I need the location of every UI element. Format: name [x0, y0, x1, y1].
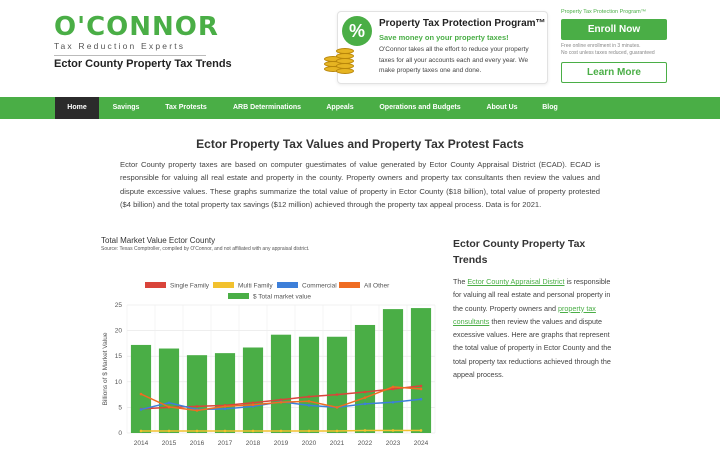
series-point — [280, 401, 283, 404]
series-point — [420, 388, 423, 391]
sidebar-heading: Ector County Property Tax Trends — [453, 238, 586, 266]
nav-about-us[interactable]: About Us — [486, 104, 518, 111]
series-point — [420, 385, 423, 388]
enroll-panel — [561, 9, 667, 83]
nav-arb-determinations[interactable]: ARB Determinations — [232, 104, 302, 111]
x-tick-label: 2020 — [301, 440, 317, 447]
legend-swatch — [277, 282, 298, 288]
legend-label: $ Total market value — [253, 293, 312, 301]
series-point — [364, 396, 367, 399]
percent-badge-icon: % — [342, 16, 372, 46]
series-point — [280, 430, 283, 433]
sidebar-body — [453, 275, 613, 381]
series-point — [392, 386, 395, 389]
nav-home[interactable]: Home — [55, 97, 99, 119]
x-tick-label: 2024 — [413, 440, 429, 447]
series-point — [392, 401, 395, 404]
series-point — [308, 430, 311, 433]
chart-source: Source: Texas Comptroller, compiled by O'Connor, and not affiliated with any appraisal district. — [101, 246, 310, 252]
page-title: Ector Property Tax Values and Property Tax Protest Facts — [196, 137, 524, 151]
y-tick-label: 5 — [118, 404, 122, 412]
bar — [159, 349, 179, 433]
nav-tax-protests[interactable]: Tax Protests — [165, 104, 207, 111]
bar — [215, 353, 235, 433]
series-point — [224, 405, 227, 408]
y-axis-label: Billions of $ Market Value — [102, 332, 109, 406]
bar — [271, 335, 291, 433]
coins-icon — [322, 40, 362, 80]
legend-label: All Other — [364, 282, 390, 290]
x-tick-label: 2019 — [273, 440, 289, 447]
x-tick-label: 2021 — [329, 440, 345, 447]
series-point — [196, 405, 199, 408]
logo-tagline: Tax Reduction Experts — [54, 41, 206, 56]
series-point — [196, 409, 199, 412]
bar — [355, 325, 375, 433]
series-point — [252, 430, 255, 433]
series-point — [336, 430, 339, 433]
series-point — [168, 406, 171, 409]
enroll-note — [561, 43, 667, 57]
promo-card — [337, 11, 548, 84]
series-point — [392, 429, 395, 432]
logo-wordmark: O'CONNOR — [54, 12, 219, 42]
chart-title: Total Market Value Ector County — [101, 236, 216, 245]
series-point — [308, 404, 311, 407]
bar — [327, 337, 347, 433]
consultants-link[interactable]: property tax consultants — [453, 303, 596, 326]
legend-swatch — [213, 282, 234, 288]
promo-subtitle: Save money on your property taxes! — [379, 33, 509, 42]
nav-appeals[interactable]: Appeals — [326, 104, 354, 111]
enroll-note-line-2: No cost unless taxes reduced, guaranteed — [561, 50, 655, 56]
y-tick-label: 10 — [114, 378, 122, 386]
bar — [411, 308, 431, 433]
series-point — [420, 398, 423, 401]
bar — [243, 347, 263, 433]
x-tick-label: 2015 — [161, 440, 177, 447]
series-point — [252, 404, 255, 407]
x-tick-label: 2016 — [189, 440, 205, 447]
main-nav — [0, 97, 720, 119]
bar — [131, 345, 151, 433]
nav-blog[interactable]: Blog — [542, 104, 558, 111]
site-title: Ector County Property Tax Trends — [54, 58, 232, 70]
series-point — [224, 430, 227, 433]
x-tick-label: 2022 — [357, 440, 373, 447]
y-tick-label: 25 — [114, 302, 122, 309]
y-tick-label: 0 — [118, 430, 122, 437]
series-point — [364, 403, 367, 406]
series-point — [308, 400, 311, 403]
series-point — [364, 429, 367, 432]
bar — [383, 309, 403, 433]
series-point — [364, 391, 367, 394]
enroll-now-button[interactable]: Enroll Now — [561, 19, 667, 40]
enroll-heading: Property Tax Protection Program™ — [561, 9, 647, 15]
bar — [299, 337, 319, 433]
nav-operations-budgets[interactable]: Operations and Budgets — [379, 104, 461, 111]
x-tick-label: 2017 — [217, 440, 233, 447]
series-point — [140, 393, 143, 396]
legend-swatch — [339, 282, 360, 288]
legend-label: Commercial — [302, 282, 337, 290]
series-point — [224, 408, 227, 411]
learn-more-button[interactable]: Learn More — [561, 62, 667, 83]
sidebar-text-3: then review the values and dispute excessive values. Here are graphs that represent the total value of property in Ector County and the total property tax reductions achieved through the appeal process. — [453, 316, 612, 380]
series-point — [336, 406, 339, 409]
series-point — [420, 429, 423, 432]
oconnor-logo[interactable] — [54, 12, 219, 56]
bar — [187, 355, 207, 433]
x-tick-label: 2018 — [245, 440, 261, 447]
site-header — [0, 0, 720, 97]
series-point — [196, 430, 199, 433]
y-tick-label: 20 — [114, 327, 122, 335]
series-point — [168, 430, 171, 433]
legend-swatch — [228, 293, 249, 299]
nav-savings[interactable]: Savings — [112, 104, 140, 111]
x-tick-label: 2014 — [133, 440, 149, 447]
legend-swatch — [145, 282, 166, 288]
series-point — [308, 395, 311, 398]
promo-title: Property Tax Protection Program™ — [379, 18, 546, 29]
legend-label: Multi Family — [238, 282, 273, 290]
intro-paragraph: Ector County property taxes are based on computer guestimates of value generated by Ector County Appraisal District (ECAD). ECAD is responsible for valuing all real estate and property in the county. Property owners and property tax consultants then review the values and dispute excessive values. These graphs summarize the total value of property in Ector County ($18 billion), total value of property protested ($4 billion) and the total property tax savings ($12 million) achieved through the property tax appeal process. Data is for 2021. — [120, 160, 600, 209]
y-tick-label: 15 — [114, 353, 122, 361]
ecad-link[interactable]: Ector County Appraisal District — [467, 277, 565, 286]
series-point — [168, 401, 171, 404]
series-point — [140, 408, 143, 411]
legend-label: Single Family — [170, 282, 210, 290]
series-point — [140, 430, 143, 433]
series-point — [336, 393, 339, 396]
sidebar-text-2: is responsible for valuing all real estate and personal property in the county. Property owners and — [453, 277, 611, 313]
sidebar-text-1: The — [453, 277, 468, 286]
promo-body: O'Connor takes all the effort to reduce your property taxes for all your accounts each and every year. We make property taxes one and done. — [379, 46, 529, 74]
enroll-note-line-1: Free online enrollment in 3 minutes. — [561, 43, 641, 49]
market-value-chart — [95, 275, 440, 450]
x-tick-label: 2023 — [385, 440, 401, 447]
